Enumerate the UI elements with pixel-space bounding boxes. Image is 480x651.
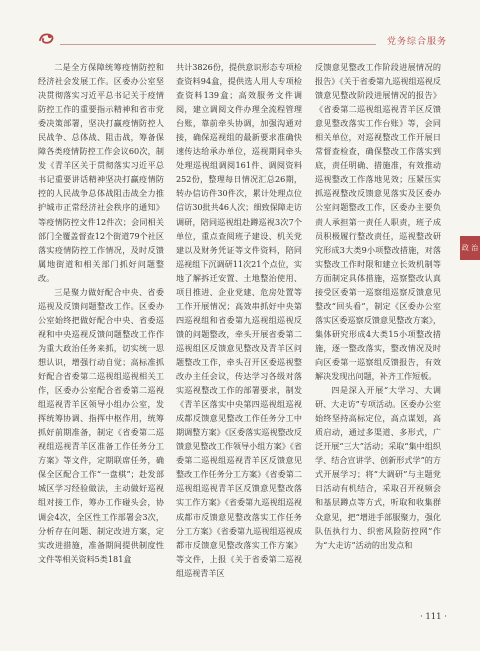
text-column-3 [315, 60, 441, 552]
paragraph: 共计3826份，提供意识形态专项检查资料94盒，提供选人用人专项检查资料139盒；高效服务文件调阅，建立调阅文件办理全流程管理台账，靠前牵头协调，加强沟通对接，确保巡视组的最新要求准确快速传达给承办单位，巡视期间牵头处理巡视组调阅161件、调阅资料252份，整理每日情况汇总26期，转办信访件30件次，累计处理点位信访30批共46人次；细致保障走访调研，陪同巡视组赴蹲巡视3次7个单位，重点查阅班子建设、机关党建以及财务凭证等文件资料，陪同巡视组下沉调研11次21个点位，实地了解拆迁安置、土地整治使用、项目推进、企业党建、危房处置等工作开展情况；高效串抓好中央第四巡视组和省委第九巡视组巡视反馈的问题整改，牵头开展省委第二巡视组区反馈意见整改及青羊区问题整改工作，牵头召开区委巡视整改办主任会议，传达学习各级对落实巡视整改工作的部署要求，制发《青羊区落实中央第四巡视组巡视成都反馈意见整改工作任务分工中期调整方案》《区委落实巡视整改反馈意见整改工作领导小组方案》《省委第二巡视组巡视青羊区反馈意见整改工作任务分工方案》《省委第二巡视组巡视青羊区反馈意见整改落实工作方案》《省委第九巡视组巡视成都市反馈意见整改落实工作任务分工方案》《省委第九巡视组巡视成都市反馈意见整改落实工作方案》等文件，上报《关于省委第二巡视组巡视青羊区 [176, 62, 302, 578]
section-side-tab: 政 治 [460, 236, 480, 260]
text-column-1 [38, 60, 164, 566]
header-rule [60, 44, 376, 45]
paragraph: 二是全方保障统筹疫情防控和经济社会发展工作。区委办公室坚决贯彻落实习近平总书记关于疫情防控工作的重要指示精神和省市党委决策部署，坚决打赢疫情防控人民战争、总体战、阻击战，筹备保障各类疫情防控工作会议60次，制发《青羊区关于贯彻落实习近平总书记重要讲话精神坚决打赢疫情防控的人民战争总体战阻击战全力推护城市正常经济社会秩序的通知》等疫情防控文件12件次；会同相关部门全覆盖督查12个街道79个社区落实疫情防控工作情况，及时反馈属地街道和相关部门抓好问题整改。 [38, 62, 164, 283]
paragraph: 反馈意见整改工作阶段进展情况的报告》《关于省委第九巡视组巡视反馈意见整改阶段进展情况的报告》《省委第二巡视组巡视青羊区反馈意见整改落实工作台账》等，会同相关单位，对巡视整改工作开展日常督查检查，确保整改工作落实到底，责任明确、措施准，有效推动巡视整改工作落地见效；压紧压实抓巡视整改反馈意见落实及区委办公室问题整改工作，区委办主要负责人承担第一责任人职责，班子成员积极履行整改责任，巡视整改研究形成3大类9小项整改措施，对落实整改工作时限和建立长效机制等方面制定具体措施，巡察整改认真接受区委第一巡察组巡察反馈意见整改“回头看”，制定《区委办公室落实区委巡察反馈意见整改方案》，集体研究形成4大类15小项整改措施，逐一整改落实，整改情况及时向区委第一巡察组反馈报告，有效解决发现出问题，补齐工作短板。 [315, 62, 441, 382]
section-title: 党务综合服务 [386, 37, 447, 47]
paragraph: 三是聚力做好配合中央、省委巡视及反馈问题整改工作。区委办公室始终把做好配合中央、省委巡视和中央巡视反馈问题整改工作作为重大政治任务来抓，切实统一思想认识，增强行动自觉；高标准抓好配合省委第二巡视组巡视相关工作，区委办公室配合省委第二巡视组巡视青羊区领导小组办公室，发挥统筹协调、指挥中枢作用，统筹抓好前期准备，制定《省委第二巡视组巡视青羊区准备工作任务分工方案》等文件，定期联席任务，确保全区配合工作“一盘棋”；赴发部城区学习经验做法，主动做好巡视组对接工作，筹办工作碰头会，协调会4次，全区性工作部署会3次，分析存在问题、制定改进方案，定实改进措施，准备期间提供制度性文件等相关资料5类181盒 [38, 286, 164, 564]
logo-icon [38, 30, 56, 48]
paragraph: 四是深入开展“大学习、大调研、大走访”专项活动。区委办公室始终坚持高标定位，高点谋划，高质启动，通过多渠道、多形式，广泛开展“三大”活动；采取“集中组织学、结合宣讲学、创新形式学”的方式开展学习；将“大调研”与主题党日活动有机结合，采取召开视频会和基层蹲点等方式，听取和收集群众意见，把“增进手部服聚力，强化队伍执行力、织密风险防控网”作为“大走访”活动的出发点和 [315, 385, 441, 550]
text-column-2 [176, 60, 302, 580]
page-number: · 111 · [419, 612, 447, 622]
